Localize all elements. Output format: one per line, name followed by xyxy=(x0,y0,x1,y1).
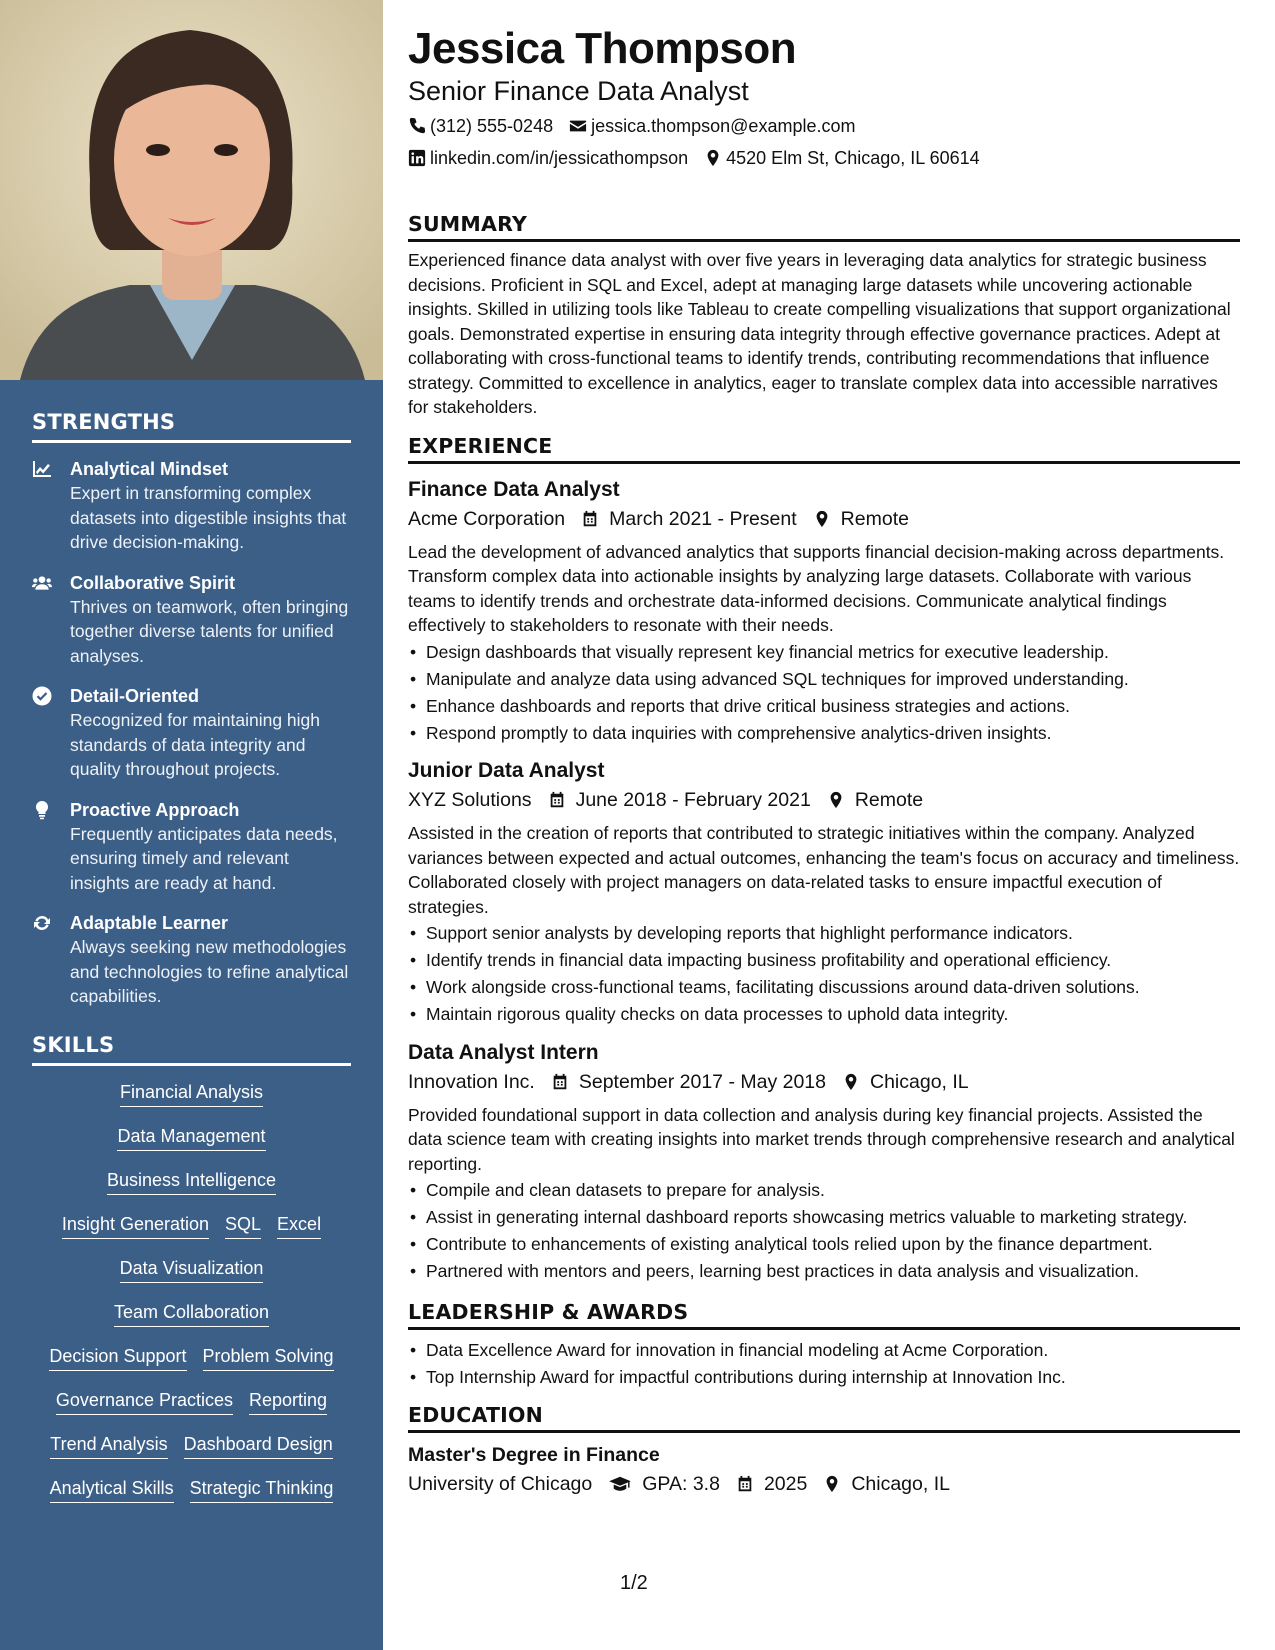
sync-icon xyxy=(32,911,70,1009)
email-contact[interactable] xyxy=(569,110,855,142)
strength-desc: Frequently anticipates data needs, ensuring timely and relevant insights are ready at hand. xyxy=(70,823,338,893)
job-entry xyxy=(408,476,1240,746)
bullet-item: • Manipulate and analyze data using advanced SQL techniques for improved understanding. xyxy=(408,667,1240,692)
job-title: Junior Data Analyst xyxy=(408,759,605,782)
award-item: • Data Excellence Award for innovation in financial modeling at Acme Corporation. xyxy=(408,1338,1240,1363)
skill-row xyxy=(32,1256,351,1283)
skill-tag: Insight Generation xyxy=(62,1212,209,1239)
bullet-item: • Contribute to enhancements of existing analytical tools relied upon by the finance department. xyxy=(408,1232,1240,1257)
section-heading: SUMMARY xyxy=(408,212,1240,242)
strength-title: Adaptable Learner xyxy=(70,913,229,933)
company-name: XYZ Solutions xyxy=(408,789,532,811)
calendar-icon xyxy=(581,510,599,528)
strength-title: Proactive Approach xyxy=(70,799,240,820)
candidate-name: Jessica Thompson xyxy=(408,24,797,73)
job-meta xyxy=(408,1067,1240,1097)
linkedin-contact[interactable] xyxy=(408,142,688,174)
skill-tag: Data Visualization xyxy=(120,1256,264,1283)
graduation-year: 2025 xyxy=(763,1473,808,1495)
bullet-item: • Partnered with mentors and peers, learning best practices in data analysis and visualization. xyxy=(408,1259,1240,1284)
skills-list xyxy=(32,1080,351,1503)
map-pin-icon xyxy=(827,791,845,809)
skill-tag: Trend Analysis xyxy=(50,1432,167,1459)
contact-row xyxy=(408,110,1240,142)
job-location: Remote xyxy=(840,507,909,530)
linkedin-text: linkedin.com/in/jessicathompson xyxy=(430,148,689,168)
job-dates: September 2017 - May 2018 xyxy=(578,1070,826,1093)
job-meta xyxy=(408,785,1240,815)
job-entry xyxy=(408,1039,1240,1284)
job-meta xyxy=(408,504,1240,534)
job-title: Data Analyst Intern xyxy=(408,1040,599,1064)
job-entry xyxy=(408,757,1240,1027)
phone-contact xyxy=(408,110,553,142)
job-dates: June 2018 - February 2021 xyxy=(575,789,811,811)
section-heading: EXPERIENCE xyxy=(408,434,1240,464)
job-location: Remote xyxy=(854,789,924,811)
check-circle-icon xyxy=(32,684,70,782)
award-item: • Top Internship Award for impactful contributions during internship at Innovation Inc. xyxy=(408,1365,1240,1390)
address-contact xyxy=(704,142,980,174)
section-heading: LEADERSHIP & AWARDS xyxy=(408,1300,1240,1330)
bullet-item: • Respond promptly to data inquiries with comprehensive analytics-driven insights. xyxy=(408,721,1240,746)
bullet-item: • Identify trends in financial data impacting business profitability and operational efficiency. xyxy=(408,948,1240,973)
sidebar-content xyxy=(32,410,351,1520)
skill-tag: Governance Practices xyxy=(56,1388,233,1415)
bullet-item: • Compile and clean datasets to prepare for analysis. xyxy=(408,1178,1240,1203)
job-bullets xyxy=(408,640,1240,746)
job-bullets xyxy=(408,1178,1240,1284)
strength-title: Analytical Mindset xyxy=(70,459,229,479)
job-location: Chicago, IL xyxy=(870,1070,969,1093)
skill-row xyxy=(32,1080,351,1107)
strength-item xyxy=(32,457,351,555)
strength-desc: Always seeking new methodologies and technologies to refine analytical capabilities. xyxy=(70,937,349,1006)
page-number: 1/2 xyxy=(620,1572,648,1594)
skill-tag: Financial Analysis xyxy=(120,1080,263,1107)
envelope-icon xyxy=(569,117,587,135)
bullet-item: • Support senior analysts by developing reports that highlight performance indicators. xyxy=(408,921,1240,946)
skill-tag: Team Collaboration xyxy=(114,1300,269,1327)
section-heading: EDUCATION xyxy=(408,1403,1240,1433)
graduation-cap-icon xyxy=(608,1475,632,1493)
job-bullets xyxy=(408,921,1240,1027)
portrait-illustration xyxy=(0,0,383,380)
company-name: Innovation Inc. xyxy=(408,1070,535,1093)
skill-row xyxy=(32,1388,351,1415)
skill-row xyxy=(32,1432,351,1459)
skill-row xyxy=(32,1344,351,1371)
strength-item xyxy=(32,798,351,896)
school-name: University of Chicago xyxy=(408,1473,593,1495)
bullet-item: • Work alongside cross-functional teams, facilitating discussions around data-driven solutions. xyxy=(408,975,1240,1000)
profile-photo xyxy=(0,0,383,380)
job-description: Provided foundational support in data collection and analysis during key financial projects. Assisted the data science team with creating insights into market trends through comprehensive research and analytical reporting. xyxy=(408,1104,1235,1174)
experience-section xyxy=(408,434,1240,1284)
education-meta xyxy=(408,1469,1240,1499)
linkedin-icon xyxy=(408,149,426,167)
awards-list xyxy=(408,1338,1240,1390)
lightbulb-icon xyxy=(32,798,70,896)
awards-section xyxy=(408,1300,1240,1390)
skill-tag: Decision Support xyxy=(49,1344,186,1371)
strength-item xyxy=(32,684,351,782)
strength-desc: Thrives on teamwork, often bringing together diverse talents for unified analyses. xyxy=(70,596,349,666)
contact-row xyxy=(408,142,1240,174)
job-dates: March 2021 - Present xyxy=(609,507,797,530)
job-title: Finance Data Analyst xyxy=(408,477,620,501)
company-name: Acme Corporation xyxy=(408,507,566,530)
strength-item xyxy=(32,911,351,1009)
education-location: Chicago, IL xyxy=(851,1473,950,1495)
skills-heading: SKILLS xyxy=(32,1033,351,1066)
calendar-icon xyxy=(551,1073,569,1091)
bullet-item: • Maintain rigorous quality checks on data processes to uphold data integrity. xyxy=(408,1002,1240,1027)
job-description: Lead the development of advanced analytics that supports financial decision-making across departments. Transform complex data into actionable insights by analyzing large datasets. Collaborate with various teams to identify trends and orchestrate data-informed decisions. Communicate analytical findings effectively to stakeholders to resonate with their needs. xyxy=(408,541,1225,635)
map-pin-icon xyxy=(704,149,722,167)
skill-tag: Problem Solving xyxy=(203,1344,334,1371)
strength-item xyxy=(32,571,351,669)
skill-tag: Excel xyxy=(277,1212,321,1239)
email-text: jessica.thompson@example.com xyxy=(591,116,856,136)
skill-row xyxy=(32,1212,351,1239)
calendar-icon xyxy=(736,1475,754,1493)
skill-tag: Business Intelligence xyxy=(107,1168,276,1195)
degree-title: Master's Degree in Finance xyxy=(408,1444,660,1466)
skill-row xyxy=(32,1300,351,1327)
sidebar xyxy=(0,0,383,1650)
map-pin-icon xyxy=(842,1073,860,1091)
skill-tag: SQL xyxy=(225,1212,261,1239)
skill-row xyxy=(32,1476,351,1503)
job-description: Assisted in the creation of reports that contributed to strategic initiatives within the company. Analyzed variances between expected and actual outcomes, enhancing the team's focus on accuracy and timeliness. Collaborated closely with project managers on data-related tasks to ensure impactful execution of strategies. xyxy=(408,823,1240,917)
skill-row xyxy=(32,1168,351,1195)
gpa-text: GPA: 3.8 xyxy=(642,1473,720,1495)
skill-tag: Analytical Skills xyxy=(50,1476,174,1503)
bullet-item: • Assist in generating internal dashboard reports showcasing metrics valuable to marketing strategy. xyxy=(408,1205,1240,1230)
education-section xyxy=(408,1403,1240,1499)
skill-tag: Reporting xyxy=(249,1388,327,1415)
strength-title: Collaborative Spirit xyxy=(70,572,236,593)
phone-icon xyxy=(408,117,426,135)
address-text: 4520 Elm St, Chicago, IL 60614 xyxy=(726,148,980,168)
skill-tag: Data Management xyxy=(117,1124,265,1151)
summary-text: Experienced finance data analyst with over five years in leveraging data analytics for strategic business decisions. Proficient in SQL and Excel, adept at managing large datasets while uncovering actionable insights. Skilled in utilizing tools like Tableau to create compelling visualizations that support organizational goals. Demonstrated expertise in ensuring data integrity through effective governance practices. Adept at collaborating with cross-functional teams to identify trends, contributing recommendations that influence strategy. Committed to excellence in analytics, eager to translate complex data into accessible narratives for stakeholders. xyxy=(408,250,1231,417)
skill-tag: Dashboard Design xyxy=(184,1432,333,1459)
strength-desc: Recognized for maintaining high standards of data integrity and quality throughout projects. xyxy=(70,710,321,779)
summary-section xyxy=(408,212,1240,420)
calendar-icon xyxy=(548,791,566,809)
strength-title: Detail-Oriented xyxy=(70,686,200,706)
skill-tag: Strategic Thinking xyxy=(190,1476,334,1503)
map-pin-icon xyxy=(813,510,831,528)
strengths-heading: STRENGTHS xyxy=(32,410,351,443)
skill-row xyxy=(32,1124,351,1151)
main-content xyxy=(408,22,1240,1499)
phone-text: (312) 555-0248 xyxy=(430,116,554,136)
bullet-item: • Design dashboards that visually represent key financial metrics for executive leadership. xyxy=(408,640,1240,665)
bullet-item: • Enhance dashboards and reports that drive critical business strategies and actions. xyxy=(408,694,1240,719)
candidate-role: Senior Finance Data Analyst xyxy=(408,76,749,106)
users-icon xyxy=(32,571,70,669)
chart-line-icon xyxy=(32,457,70,555)
strength-desc: Expert in transforming complex datasets into digestible insights that drive decision-making. xyxy=(70,483,347,552)
map-pin-icon xyxy=(823,1475,841,1493)
